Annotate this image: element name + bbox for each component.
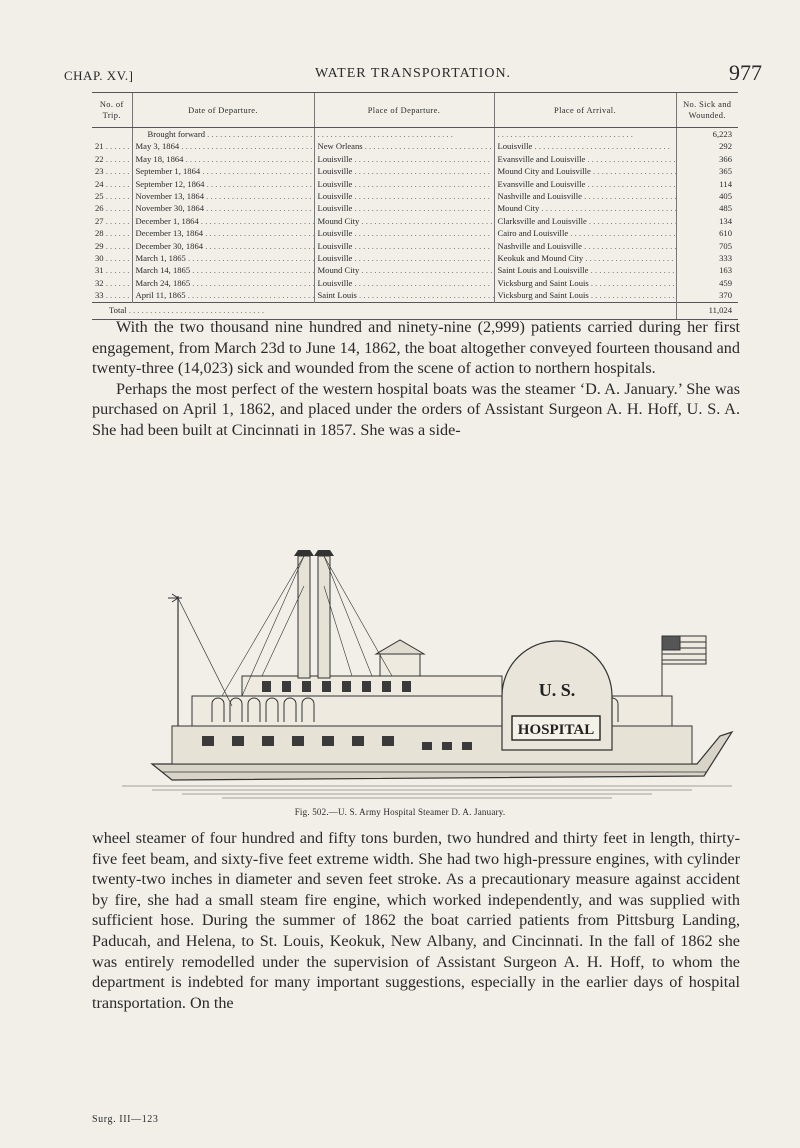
departure-place: Louisville	[317, 240, 353, 251]
departure-place: Mound City	[317, 215, 360, 226]
departure-date: November 30, 1864	[135, 203, 204, 214]
arrival-place: Keokuk and Mound City	[497, 253, 584, 264]
departure-date: March 14, 1865	[135, 265, 191, 276]
arrival-place: Vicksburg and Saint Louis	[497, 277, 589, 288]
sick-wounded-count: 610	[719, 228, 732, 239]
trip-number: 24	[95, 178, 104, 189]
arrival-place: Evansville and Louisville	[497, 178, 586, 189]
departure-date: December 30, 1864	[135, 240, 204, 251]
departure-date: September 1, 1864	[135, 166, 201, 177]
departure-place: Louisville	[317, 153, 353, 164]
text-block-upper	[92, 317, 740, 441]
sick-wounded-count: 370	[719, 290, 732, 301]
trip-number: 33	[95, 290, 104, 301]
col-header-arrival: Place of Arrival.	[494, 93, 676, 128]
departure-place: New Orleans	[317, 141, 363, 152]
sick-wounded-count: 365	[719, 166, 732, 177]
arrival-place: Vicksburg and Saint Louis	[497, 290, 589, 301]
departure-date: May 18, 1864	[135, 153, 184, 164]
hospital-sign: HOSPITAL	[517, 722, 595, 738]
table-row	[92, 153, 738, 165]
trip-number: 23	[95, 166, 104, 177]
sick-wounded-count: 705	[719, 240, 732, 251]
departure-date: March 24, 1865	[135, 277, 191, 288]
table-row	[92, 178, 738, 190]
trips-table-container	[92, 92, 738, 320]
paragraph-1: With the two thousand nine hundred and ninety-nine (2,999) patients carried during her first engagement, from March 23d to June 14, 1862, the boat altogether conveyed fourteen thousand and twenty-three (14,023) sick and wounded from the scene of action to northern hospitals.	[92, 318, 740, 378]
steamer-drawing	[92, 536, 740, 802]
arrival-place: Cairo and Louisville	[497, 228, 569, 239]
sick-wounded-count: 405	[719, 191, 732, 202]
arrival-place: Evansville and Louisville	[497, 153, 586, 164]
brought-forward-row	[92, 128, 738, 141]
table-row	[92, 289, 738, 302]
table-header-row	[92, 93, 738, 128]
signature-mark: Surg. III—123	[92, 1114, 159, 1125]
departure-place: Louisville	[317, 191, 353, 202]
departure-date: April 11, 1865	[135, 290, 186, 301]
steamer-illustration	[92, 536, 740, 802]
table-row	[92, 252, 738, 264]
departure-place: Mound City	[317, 265, 360, 276]
table-row	[92, 277, 738, 289]
departure-place: Louisville	[317, 166, 353, 177]
departure-place: Louisville	[317, 228, 353, 239]
total-label: Total	[109, 305, 127, 316]
trip-number: 30	[95, 253, 104, 264]
col-header-departure: Place of Departure.	[314, 93, 494, 128]
col-header-count: No. Sick and Wounded.	[676, 93, 738, 128]
table-row	[92, 264, 738, 276]
running-header	[64, 60, 762, 86]
sick-wounded-count: 459	[719, 277, 732, 288]
trip-number: 29	[95, 240, 104, 251]
sick-wounded-count: 366	[719, 153, 732, 164]
table-row	[92, 165, 738, 177]
brought-forward-label: Brought forward	[147, 129, 206, 139]
sick-wounded-count: 163	[719, 265, 732, 276]
paragraph-2: Perhaps the most perfect of the western hospital boats was the steamer ‘D. A. January.’ She was purchased on April 1, 1862, and placed under the orders of Assistant Surgeon A. H. Hoff, U. S. A. She had been built at Cincinnati in 1857. She was a side-	[92, 379, 740, 439]
page-number: 977	[729, 60, 762, 85]
arrival-place: Mound City	[497, 203, 540, 214]
total-value: 11,024	[676, 302, 738, 319]
arrival-place: Saint Louis and Louisville	[497, 265, 589, 276]
departure-date: May 3, 1864	[135, 141, 180, 152]
sick-wounded-count: 114	[719, 178, 732, 189]
brought-forward-value: 6,223	[676, 128, 738, 141]
trip-number: 26	[95, 203, 104, 214]
figure-caption: Fig. 502.—U. S. Army Hospital Steamer D. A. January.	[294, 807, 506, 817]
departure-date: November 13, 1864	[135, 191, 204, 202]
table-row	[92, 202, 738, 214]
paddlebox-text: U. S.	[538, 680, 576, 700]
col-header-trip: No. of Trip.	[92, 93, 132, 128]
text-block-lower	[92, 828, 740, 1013]
chapter-label: CHAP. XV.]	[64, 68, 134, 83]
arrival-place: Nashville and Louisville	[497, 240, 582, 251]
arrival-place: Louisville	[497, 141, 533, 152]
trip-number: 31	[95, 265, 104, 276]
table-row	[92, 140, 738, 152]
sick-wounded-count: 485	[719, 203, 732, 214]
departure-date: December 13, 1864	[135, 228, 204, 239]
arrival-place: Clarksville and Louisville	[497, 215, 587, 226]
running-title: WATER TRANSPORTATION.	[314, 66, 512, 81]
departure-date: December 1, 1864	[135, 215, 199, 226]
table-row	[92, 190, 738, 202]
trips-table	[92, 92, 738, 320]
table-row	[92, 227, 738, 239]
trip-number: 25	[95, 191, 104, 202]
departure-place: Louisville	[317, 203, 353, 214]
departure-place: Louisville	[317, 178, 353, 189]
paragraph-3: wheel steamer of four hundred and fifty tons burden, two hundred and thirty feet in length, thirty-five feet beam, and sixty-five feet extreme width. She had two high-pressure engines, with cylinder twenty-two inches in diameter and seven feet stroke. As a precautionary measure against accident by fire, she had a small steam fire engine, which worked independently, and was supplied with sufficient hose. During the summer of 1862 the boat carried patients from Pittsburg Landing, Paducah, and Helena, to St. Louis, Keokuk, New Albany, and Cincinnati. In the fall of 1862 she was entirely remodelled under the supervision of Assistant Surgeon A. H. Hoff, to whom the department is indebted for many important suggestions, especially in the earlier days of hospital transportation. On the	[92, 829, 740, 1012]
table-row	[92, 215, 738, 227]
departure-date: March 1, 1865	[135, 253, 186, 264]
trip-number: 32	[95, 277, 104, 288]
departure-place: Louisville	[317, 277, 353, 288]
sick-wounded-count: 292	[719, 141, 732, 152]
arrival-place: Nashville and Louisville	[497, 191, 582, 202]
arrival-place: Mound City and Louisville	[497, 166, 591, 177]
table-row	[92, 240, 738, 252]
trip-number: 22	[95, 153, 104, 164]
departure-place: Saint Louis	[317, 290, 357, 301]
sick-wounded-count: 333	[719, 253, 732, 264]
trip-number: 28	[95, 228, 104, 239]
trip-number: 21	[95, 141, 104, 152]
col-header-date: Date of Departure.	[132, 93, 314, 128]
departure-date: September 12, 1864	[135, 178, 205, 189]
sick-wounded-count: 134	[719, 215, 732, 226]
trip-number: 27	[95, 215, 104, 226]
departure-place: Louisville	[317, 253, 353, 264]
